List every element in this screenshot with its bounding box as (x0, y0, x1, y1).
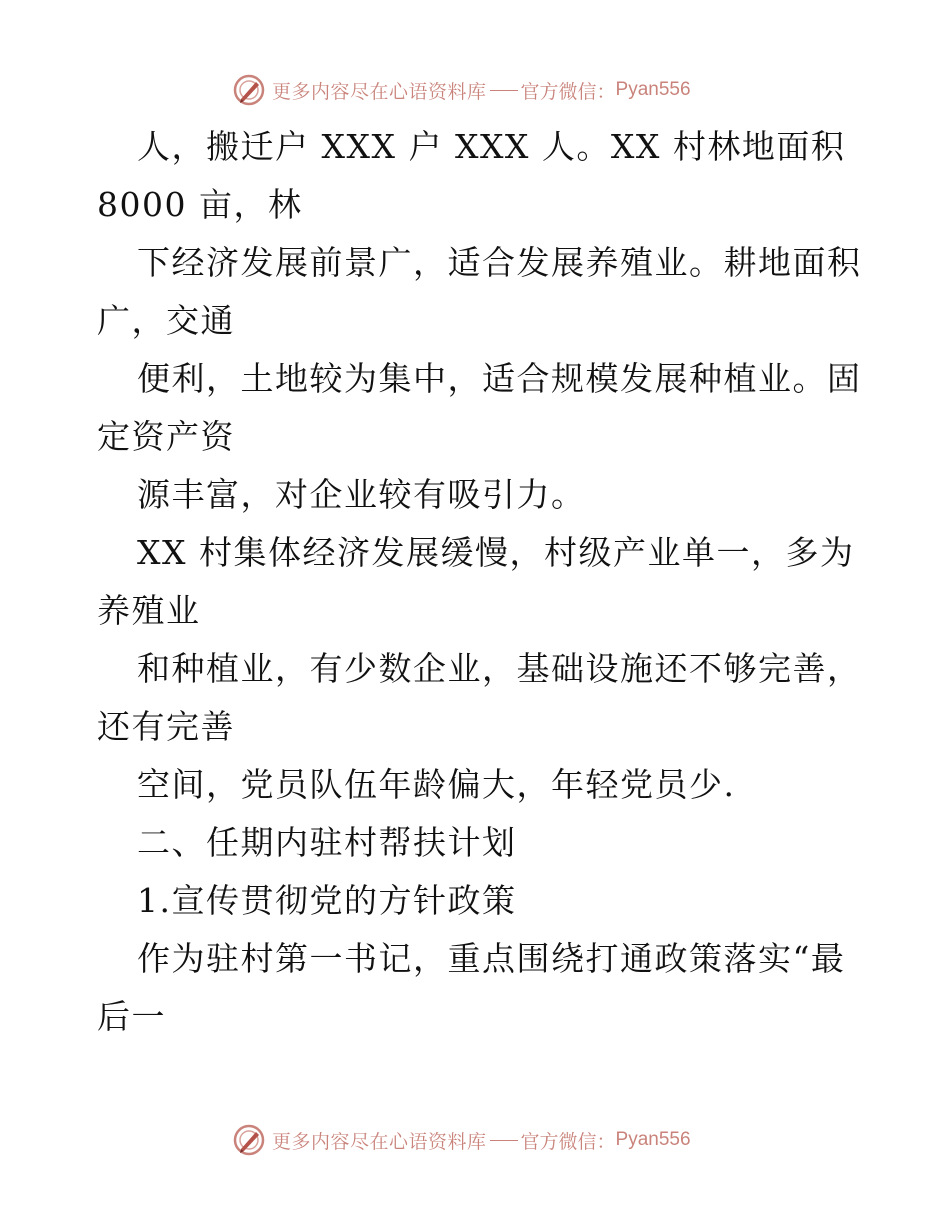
watermark-label-text: 官方微信： (520, 1130, 616, 1153)
text-line: 人，搬迁户 XXX 户 XXX 人。XX 村林地面积 (137, 127, 846, 166)
text-line: 空间，党员队伍年龄偏大，年轻党员少. (137, 765, 736, 804)
text-line: 源丰富，对企业较有吸引力。 (137, 475, 586, 514)
text-line: 作为驻村第一书记，重点围绕打通政策落实“最 (137, 939, 846, 978)
watermark-handle: Pyan556 (615, 1129, 691, 1150)
pen-logo-icon (232, 1123, 266, 1157)
text-line: 下经济发展前景广，适合发展养殖业。耕地面积 (137, 243, 862, 282)
footer-watermark (232, 1122, 691, 1158)
text-line: 和种植业，有少数企业，基础设施还不够完善， (137, 649, 862, 688)
text-line: 后一 (97, 997, 166, 1036)
watermark-main-text: 更多内容尽在心语资料库 (272, 1130, 487, 1153)
text-line: 定资产资 (97, 417, 235, 456)
watermark-label-text: 官方微信： (520, 80, 616, 103)
document-body (97, 118, 862, 1046)
watermark-main-text: 更多内容尽在心语资料库 (272, 80, 487, 103)
subsection-heading: 1.宣传贯彻党的方针政策 (137, 881, 517, 920)
text-line: 养殖业 (97, 591, 201, 630)
text-line: 还有完善 (97, 707, 235, 746)
pen-logo-icon (232, 73, 266, 107)
text-line: 广，交通 (97, 301, 235, 340)
text-line: 便利，土地较为集中，适合规模发展种植业。固 (137, 359, 862, 398)
watermark-handle: Pyan556 (615, 79, 691, 100)
text-line: 8000 亩，林 (97, 185, 303, 224)
watermark-dash (490, 90, 518, 91)
text-line: XX 村集体经济发展缓慢，村级产业单一，多为 (137, 533, 855, 572)
watermark-dash (490, 1140, 518, 1141)
header-watermark (232, 72, 691, 108)
section-heading: 二、任期内驻村帮扶计划 (137, 823, 517, 862)
